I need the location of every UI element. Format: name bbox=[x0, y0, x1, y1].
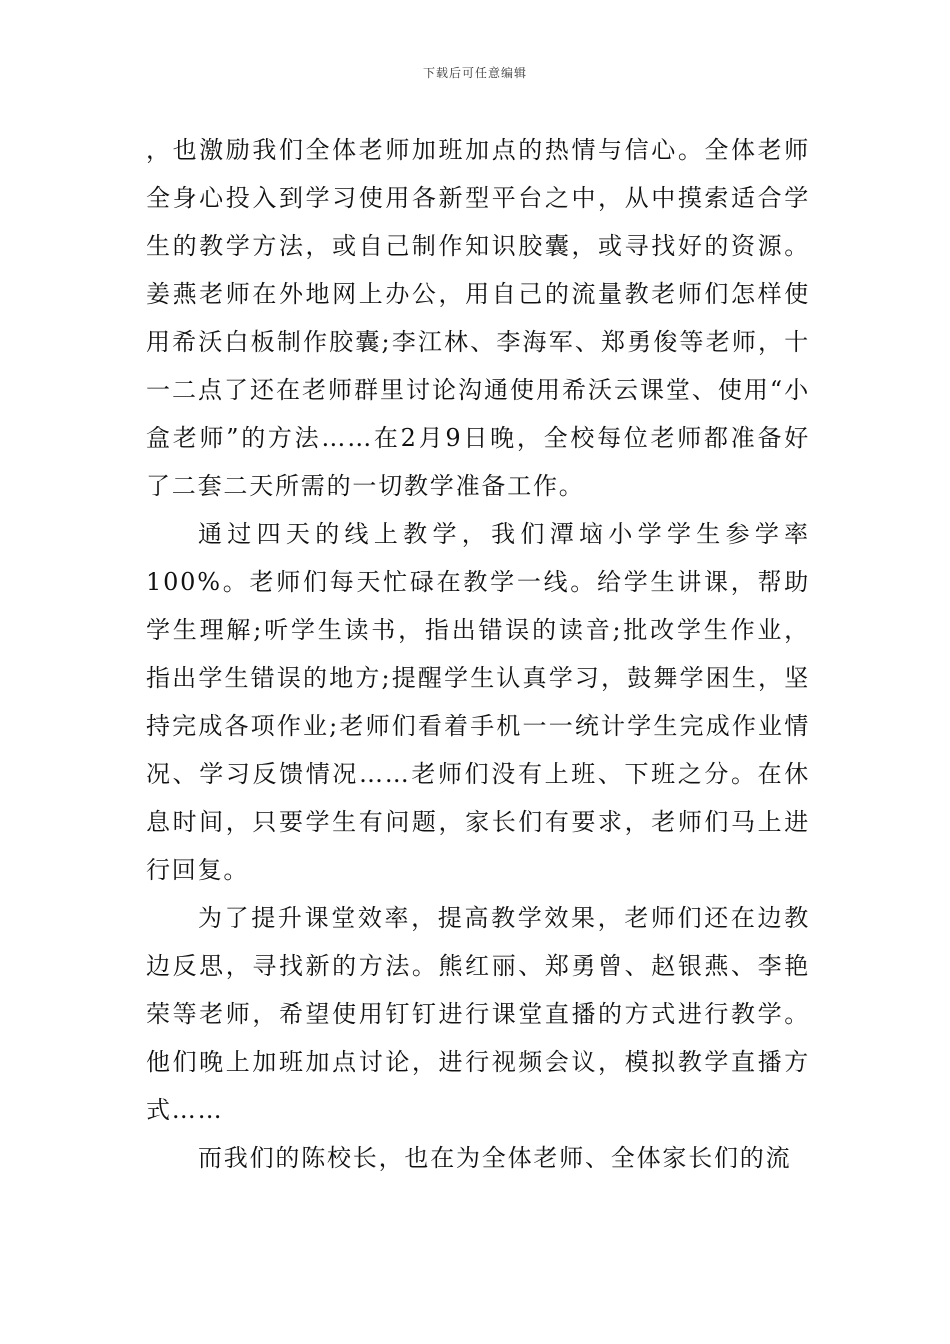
paragraph-continuation: ，也激励我们全体老师加班加点的热情与信心。全体老师全身心投入到学习使用各新型平台之中，从中摸索适合学生的教学方法，或自己制作知识胶囊，或寻找好的资源。姜燕老师在外地网上办公，用自己的流量教老师们怎样使用希沃白板制作胶囊;李江林、李海军、郑勇俊等老师，十一二点了还在老师群里讨论沟通使用希沃云课堂、使用“小盒老师”的方法……在2月9日晚，全校每位老师都准备好了二套二天所需的一切教学准备工作。 bbox=[146, 136, 810, 500]
paragraph-online-teaching: 通过四天的线上教学，我们潭垴小学学生参学率100%。老师们每天忙碌在教学一线。给学生讲课，帮助学生理解;听学生读书，指出错误的读音;批改学生作业，指出学生错误的地方;提醒学生认真学习，鼓舞学困生，坚持完成各项作业;老师们看着手机一一统计学生完成作业情况、学习反馈情况……老师们没有上班、下班之分。在休息时间，只要学生有问题，家长们有要求，老师们马上进行回复。 bbox=[146, 520, 810, 884]
paragraph-principal: 而我们的陈校长，也在为全体老师、全体家长们的流 bbox=[198, 1144, 792, 1172]
document-body bbox=[146, 126, 810, 1182]
paragraph-classroom-efficiency: 为了提升课堂效率，提高教学效果，老师们还在边教边反思，寻找新的方法。熊红丽、郑勇曾、赵银燕、李艳荣等老师，希望使用钉钉进行课堂直播的方式进行教学。他们晚上加班加点讨论，进行视频会议，模拟教学直播方式…… bbox=[146, 904, 810, 1124]
page-header-note: 下载后可任意编辑 bbox=[422, 66, 527, 80]
